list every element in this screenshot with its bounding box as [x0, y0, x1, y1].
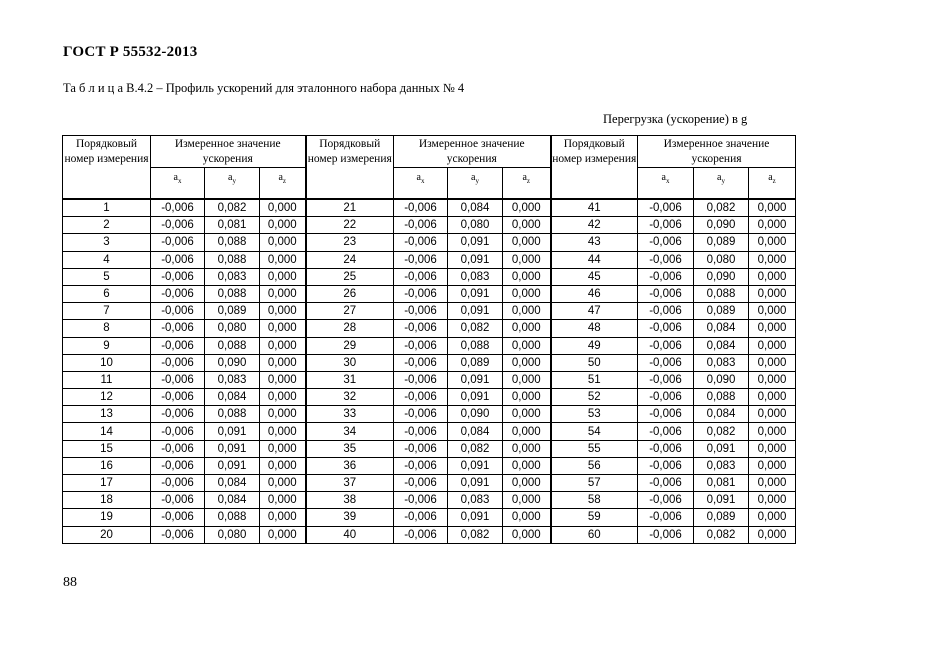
- cell-ay: 0,083: [448, 492, 503, 509]
- cell-az: 0,000: [749, 475, 796, 492]
- cell-ax: -0,006: [638, 371, 694, 388]
- cell-ax: -0,006: [394, 234, 448, 251]
- cell-ay: 0,083: [205, 268, 260, 285]
- document-header: ГОСТ Р 55532-2013: [63, 44, 198, 60]
- cell-az: 0,000: [260, 509, 306, 526]
- cell-az: 0,000: [503, 526, 551, 543]
- table-row: [63, 406, 796, 423]
- cell-az: 0,000: [749, 492, 796, 509]
- cell-ax: -0,006: [638, 526, 694, 543]
- cell-ay: 0,091: [205, 440, 260, 457]
- table-row: [63, 457, 796, 474]
- cell-index: 30: [306, 354, 394, 371]
- table-row: [63, 320, 796, 337]
- cell-ax: -0,006: [638, 251, 694, 268]
- cell-index: 9: [63, 337, 151, 354]
- cell-az: 0,000: [749, 423, 796, 440]
- cell-index: 7: [63, 303, 151, 320]
- cell-az: 0,000: [503, 371, 551, 388]
- cell-ax: -0,006: [638, 509, 694, 526]
- cell-index: 3: [63, 234, 151, 251]
- cell-index: 19: [63, 509, 151, 526]
- cell-ay: 0,089: [448, 354, 503, 371]
- cell-ay: 0,084: [448, 199, 503, 217]
- cell-ax: -0,006: [394, 526, 448, 543]
- cell-az: 0,000: [260, 285, 306, 302]
- cell-index: 52: [551, 389, 638, 406]
- column-header-index: Порядковый номер измерения: [551, 136, 638, 200]
- cell-ax: -0,006: [151, 217, 205, 234]
- cell-az: 0,000: [260, 440, 306, 457]
- cell-ax: -0,006: [638, 440, 694, 457]
- table-row: [63, 234, 796, 251]
- cell-ax: -0,006: [151, 354, 205, 371]
- cell-az: 0,000: [260, 526, 306, 543]
- cell-ay: 0,089: [694, 303, 749, 320]
- cell-index: 39: [306, 509, 394, 526]
- cell-az: 0,000: [260, 423, 306, 440]
- cell-ax: -0,006: [151, 406, 205, 423]
- cell-ay: 0,091: [448, 251, 503, 268]
- cell-ay: 0,091: [694, 440, 749, 457]
- cell-index: 32: [306, 389, 394, 406]
- cell-ay: 0,084: [205, 492, 260, 509]
- cell-index: 57: [551, 475, 638, 492]
- table-row: [63, 423, 796, 440]
- cell-index: 23: [306, 234, 394, 251]
- cell-ay: 0,091: [448, 303, 503, 320]
- cell-az: 0,000: [749, 337, 796, 354]
- cell-ax: -0,006: [394, 440, 448, 457]
- cell-az: 0,000: [503, 509, 551, 526]
- cell-ay: 0,082: [694, 423, 749, 440]
- cell-az: 0,000: [260, 371, 306, 388]
- cell-ay: 0,083: [448, 268, 503, 285]
- cell-ay: 0,088: [205, 251, 260, 268]
- column-header-group: Измеренное значение ускорения: [151, 136, 306, 168]
- cell-az: 0,000: [503, 285, 551, 302]
- cell-ay: 0,089: [694, 509, 749, 526]
- cell-ay: 0,082: [448, 440, 503, 457]
- column-header-az: $a_z$: [260, 168, 306, 200]
- cell-ax: -0,006: [394, 199, 448, 217]
- cell-ax: -0,006: [394, 509, 448, 526]
- cell-ax: -0,006: [151, 320, 205, 337]
- cell-az: 0,000: [503, 423, 551, 440]
- cell-index: 48: [551, 320, 638, 337]
- cell-ax: -0,006: [394, 457, 448, 474]
- cell-index: 50: [551, 354, 638, 371]
- table-row: [63, 354, 796, 371]
- cell-az: 0,000: [260, 354, 306, 371]
- cell-index: 15: [63, 440, 151, 457]
- column-header-group: Измеренное значение ускорения: [638, 136, 796, 168]
- cell-ax: -0,006: [394, 354, 448, 371]
- cell-ay: 0,091: [448, 234, 503, 251]
- cell-az: 0,000: [503, 268, 551, 285]
- cell-ax: -0,006: [638, 389, 694, 406]
- cell-index: 10: [63, 354, 151, 371]
- table-caption: Та б л и ц а В.4.2 – Профиль ускорений для эталонного набора данных № 4: [63, 81, 465, 95]
- cell-ay: 0,084: [448, 423, 503, 440]
- column-header-ax: $a_x$: [394, 168, 448, 200]
- cell-ax: -0,006: [638, 199, 694, 217]
- cell-ay: 0,080: [448, 217, 503, 234]
- cell-ay: 0,082: [205, 199, 260, 217]
- cell-ay: 0,088: [205, 285, 260, 302]
- cell-index: 40: [306, 526, 394, 543]
- cell-ax: -0,006: [394, 251, 448, 268]
- cell-index: 4: [63, 251, 151, 268]
- cell-az: 0,000: [749, 371, 796, 388]
- cell-ax: -0,006: [151, 285, 205, 302]
- cell-index: 11: [63, 371, 151, 388]
- cell-ay: 0,081: [205, 217, 260, 234]
- table-row: [63, 509, 796, 526]
- cell-ay: 0,080: [205, 526, 260, 543]
- cell-index: 25: [306, 268, 394, 285]
- units-note: Перегрузка (ускорение) в g: [603, 112, 748, 126]
- cell-az: 0,000: [749, 217, 796, 234]
- cell-ay: 0,083: [694, 457, 749, 474]
- cell-az: 0,000: [260, 475, 306, 492]
- cell-ay: 0,082: [448, 526, 503, 543]
- cell-ay: 0,089: [205, 303, 260, 320]
- column-header-az: $a_z$: [503, 168, 551, 200]
- cell-ax: -0,006: [394, 389, 448, 406]
- cell-az: 0,000: [260, 199, 306, 217]
- cell-ax: -0,006: [151, 371, 205, 388]
- cell-ax: -0,006: [151, 199, 205, 217]
- cell-ay: 0,084: [694, 320, 749, 337]
- cell-index: 53: [551, 406, 638, 423]
- cell-az: 0,000: [749, 440, 796, 457]
- cell-index: 34: [306, 423, 394, 440]
- cell-az: 0,000: [749, 354, 796, 371]
- cell-az: 0,000: [749, 199, 796, 217]
- cell-az: 0,000: [503, 475, 551, 492]
- cell-az: 0,000: [749, 389, 796, 406]
- cell-index: 45: [551, 268, 638, 285]
- cell-ax: -0,006: [638, 423, 694, 440]
- column-header-ay: $a_y$: [694, 168, 749, 200]
- cell-index: 17: [63, 475, 151, 492]
- cell-index: 41: [551, 199, 638, 217]
- cell-ax: -0,006: [394, 406, 448, 423]
- table-row: [63, 251, 796, 268]
- cell-ay: 0,088: [205, 337, 260, 354]
- header-row-groups: [63, 136, 796, 168]
- cell-az: 0,000: [503, 354, 551, 371]
- cell-index: 43: [551, 234, 638, 251]
- cell-az: 0,000: [260, 457, 306, 474]
- cell-ax: -0,006: [394, 268, 448, 285]
- cell-ax: -0,006: [151, 457, 205, 474]
- cell-az: 0,000: [749, 234, 796, 251]
- cell-ay: 0,091: [205, 423, 260, 440]
- cell-az: 0,000: [260, 303, 306, 320]
- cell-az: 0,000: [503, 389, 551, 406]
- cell-index: 14: [63, 423, 151, 440]
- cell-az: 0,000: [503, 457, 551, 474]
- cell-ax: -0,006: [394, 423, 448, 440]
- cell-ay: 0,080: [694, 251, 749, 268]
- cell-index: 16: [63, 457, 151, 474]
- cell-index: 59: [551, 509, 638, 526]
- cell-ay: 0,088: [205, 406, 260, 423]
- cell-az: 0,000: [503, 303, 551, 320]
- cell-az: 0,000: [503, 251, 551, 268]
- cell-index: 46: [551, 285, 638, 302]
- cell-az: 0,000: [503, 440, 551, 457]
- cell-ay: 0,088: [694, 285, 749, 302]
- cell-ay: 0,088: [205, 509, 260, 526]
- cell-az: 0,000: [260, 320, 306, 337]
- cell-ay: 0,091: [448, 285, 503, 302]
- cell-ax: -0,006: [638, 285, 694, 302]
- cell-az: 0,000: [749, 268, 796, 285]
- cell-az: 0,000: [503, 492, 551, 509]
- cell-index: 49: [551, 337, 638, 354]
- cell-ax: -0,006: [638, 303, 694, 320]
- cell-ay: 0,082: [694, 526, 749, 543]
- cell-index: 47: [551, 303, 638, 320]
- cell-az: 0,000: [503, 337, 551, 354]
- column-header-index: Порядковый номер измерения: [306, 136, 394, 200]
- cell-az: 0,000: [260, 251, 306, 268]
- cell-ay: 0,091: [448, 371, 503, 388]
- cell-ax: -0,006: [394, 475, 448, 492]
- table-row: [63, 440, 796, 457]
- table-row: [63, 199, 796, 217]
- cell-index: 21: [306, 199, 394, 217]
- cell-index: 1: [63, 199, 151, 217]
- cell-index: 26: [306, 285, 394, 302]
- cell-ax: -0,006: [394, 285, 448, 302]
- cell-ax: -0,006: [638, 354, 694, 371]
- cell-az: 0,000: [503, 406, 551, 423]
- column-header-ay: $a_y$: [205, 168, 260, 200]
- cell-index: 33: [306, 406, 394, 423]
- cell-ay: 0,084: [694, 406, 749, 423]
- cell-index: 22: [306, 217, 394, 234]
- cell-ax: -0,006: [638, 217, 694, 234]
- cell-ax: -0,006: [151, 303, 205, 320]
- cell-index: 31: [306, 371, 394, 388]
- table-row: [63, 285, 796, 302]
- cell-ax: -0,006: [638, 475, 694, 492]
- acceleration-profile-table: [62, 135, 796, 544]
- cell-ax: -0,006: [151, 268, 205, 285]
- cell-az: 0,000: [749, 509, 796, 526]
- cell-ax: -0,006: [151, 337, 205, 354]
- cell-ax: -0,006: [394, 337, 448, 354]
- cell-ax: -0,006: [638, 457, 694, 474]
- cell-ax: -0,006: [638, 337, 694, 354]
- cell-index: 35: [306, 440, 394, 457]
- cell-az: 0,000: [749, 526, 796, 543]
- cell-az: 0,000: [503, 217, 551, 234]
- cell-ay: 0,091: [694, 492, 749, 509]
- column-header-ax: $a_x$: [151, 168, 205, 200]
- cell-az: 0,000: [260, 234, 306, 251]
- cell-az: 0,000: [749, 320, 796, 337]
- page-number: 88: [63, 575, 77, 590]
- cell-index: 60: [551, 526, 638, 543]
- cell-ax: -0,006: [151, 509, 205, 526]
- table-row: [63, 526, 796, 543]
- cell-ax: -0,006: [394, 217, 448, 234]
- cell-az: 0,000: [260, 217, 306, 234]
- cell-ay: 0,089: [694, 234, 749, 251]
- cell-index: 12: [63, 389, 151, 406]
- cell-index: 42: [551, 217, 638, 234]
- table-row: [63, 475, 796, 492]
- cell-ay: 0,090: [694, 371, 749, 388]
- cell-az: 0,000: [260, 268, 306, 285]
- table-row: [63, 337, 796, 354]
- cell-az: 0,000: [749, 251, 796, 268]
- cell-az: 0,000: [749, 285, 796, 302]
- cell-ax: -0,006: [394, 371, 448, 388]
- table-row: [63, 217, 796, 234]
- cell-az: 0,000: [260, 337, 306, 354]
- cell-az: 0,000: [749, 303, 796, 320]
- cell-ay: 0,090: [694, 268, 749, 285]
- cell-index: 37: [306, 475, 394, 492]
- cell-ay: 0,084: [205, 389, 260, 406]
- cell-az: 0,000: [503, 320, 551, 337]
- cell-index: 44: [551, 251, 638, 268]
- cell-ay: 0,091: [448, 389, 503, 406]
- cell-ay: 0,082: [694, 199, 749, 217]
- cell-ax: -0,006: [394, 320, 448, 337]
- cell-ay: 0,081: [694, 475, 749, 492]
- cell-ay: 0,091: [448, 509, 503, 526]
- table-row: [63, 268, 796, 285]
- cell-ay: 0,082: [448, 320, 503, 337]
- cell-index: 8: [63, 320, 151, 337]
- cell-index: 55: [551, 440, 638, 457]
- table-body: [63, 199, 796, 543]
- cell-ax: -0,006: [151, 423, 205, 440]
- cell-index: 13: [63, 406, 151, 423]
- cell-ax: -0,006: [638, 234, 694, 251]
- cell-az: 0,000: [260, 406, 306, 423]
- cell-index: 27: [306, 303, 394, 320]
- cell-ax: -0,006: [151, 389, 205, 406]
- table-row: [63, 371, 796, 388]
- cell-ax: -0,006: [638, 268, 694, 285]
- cell-ay: 0,088: [205, 234, 260, 251]
- table-row: [63, 389, 796, 406]
- column-header-ax: $a_x$: [638, 168, 694, 200]
- cell-index: 2: [63, 217, 151, 234]
- cell-index: 36: [306, 457, 394, 474]
- cell-ay: 0,091: [448, 457, 503, 474]
- cell-ax: -0,006: [638, 320, 694, 337]
- column-header-ay: $a_y$: [448, 168, 503, 200]
- cell-ax: -0,006: [151, 475, 205, 492]
- cell-ax: -0,006: [394, 303, 448, 320]
- column-header-az: $a_z$: [749, 168, 796, 200]
- cell-az: 0,000: [260, 492, 306, 509]
- cell-ax: -0,006: [638, 406, 694, 423]
- cell-ax: -0,006: [151, 440, 205, 457]
- cell-index: 56: [551, 457, 638, 474]
- table-row: [63, 492, 796, 509]
- cell-index: 28: [306, 320, 394, 337]
- cell-az: 0,000: [503, 199, 551, 217]
- cell-index: 51: [551, 371, 638, 388]
- cell-index: 6: [63, 285, 151, 302]
- cell-index: 5: [63, 268, 151, 285]
- cell-ay: 0,091: [205, 457, 260, 474]
- cell-ax: -0,006: [394, 492, 448, 509]
- cell-ay: 0,088: [448, 337, 503, 354]
- cell-ay: 0,090: [694, 217, 749, 234]
- cell-ay: 0,090: [448, 406, 503, 423]
- column-header-index: Порядковый номер измерения: [63, 136, 151, 200]
- cell-ay: 0,090: [205, 354, 260, 371]
- header-row-components: [63, 168, 796, 200]
- cell-index: 18: [63, 492, 151, 509]
- cell-index: 38: [306, 492, 394, 509]
- cell-ax: -0,006: [151, 251, 205, 268]
- cell-ay: 0,083: [694, 354, 749, 371]
- cell-az: 0,000: [503, 234, 551, 251]
- cell-ay: 0,084: [205, 475, 260, 492]
- cell-ay: 0,084: [694, 337, 749, 354]
- cell-az: 0,000: [749, 457, 796, 474]
- cell-index: 24: [306, 251, 394, 268]
- cell-index: 54: [551, 423, 638, 440]
- cell-index: 58: [551, 492, 638, 509]
- cell-ay: 0,091: [448, 475, 503, 492]
- cell-index: 29: [306, 337, 394, 354]
- cell-ay: 0,083: [205, 371, 260, 388]
- cell-az: 0,000: [749, 406, 796, 423]
- cell-ay: 0,088: [694, 389, 749, 406]
- cell-ax: -0,006: [151, 492, 205, 509]
- column-header-group: Измеренное значение ускорения: [394, 136, 551, 168]
- cell-az: 0,000: [260, 389, 306, 406]
- cell-ax: -0,006: [151, 526, 205, 543]
- table-row: [63, 303, 796, 320]
- cell-ay: 0,080: [205, 320, 260, 337]
- cell-index: 20: [63, 526, 151, 543]
- cell-ax: -0,006: [151, 234, 205, 251]
- cell-ax: -0,006: [638, 492, 694, 509]
